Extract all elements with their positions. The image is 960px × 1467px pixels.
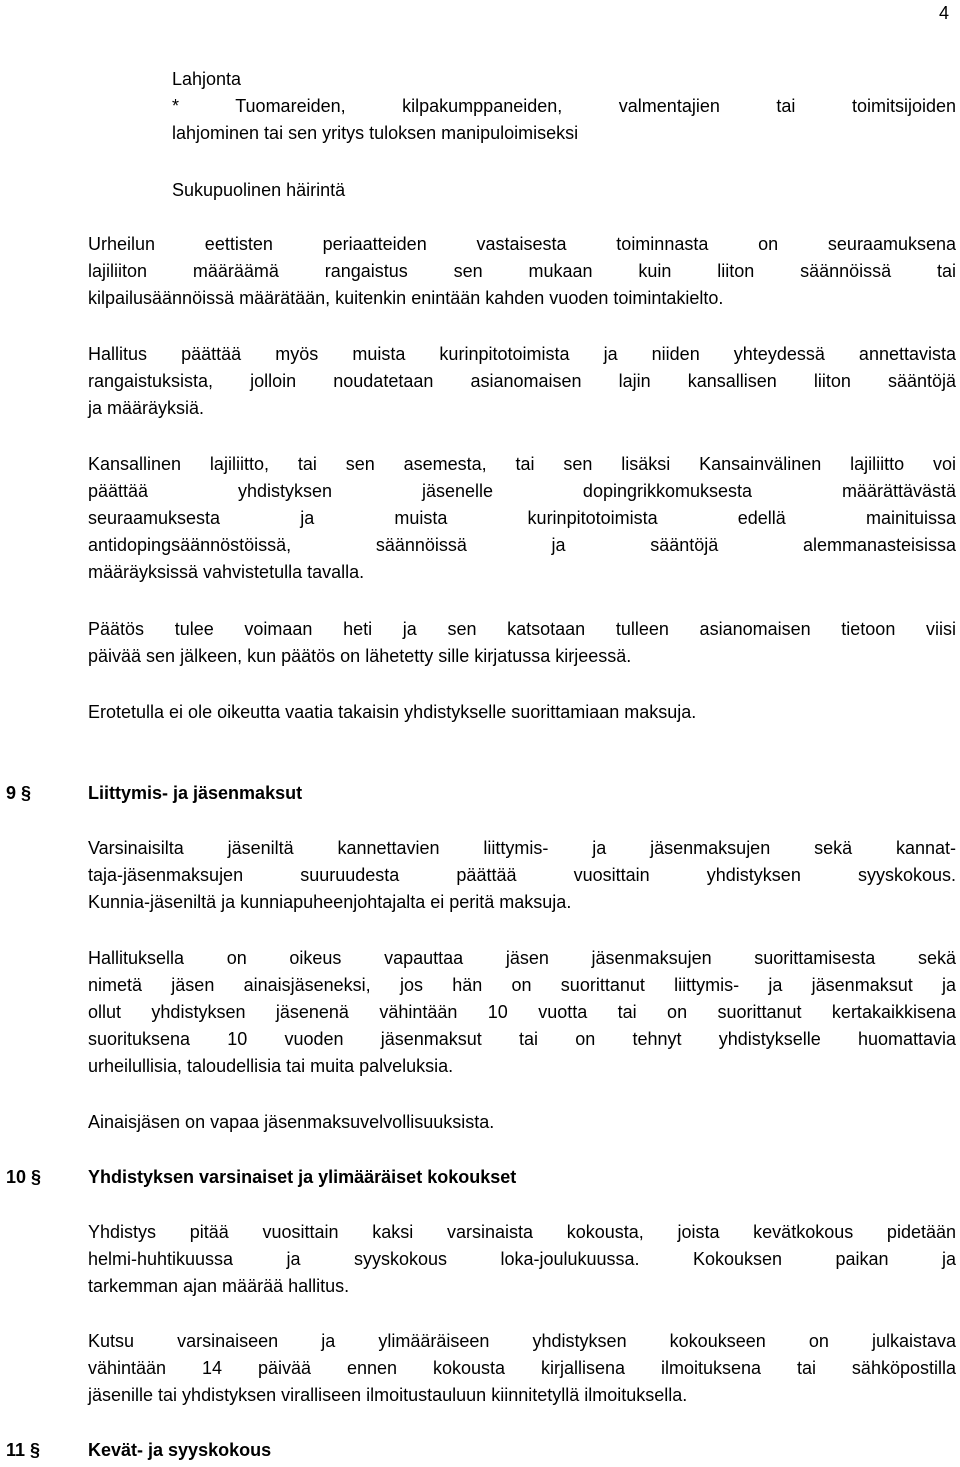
paragraph xyxy=(88,835,956,916)
paragraph-line: Päätös tulee voimaan heti ja sen katsotaan tulleen asianomaisen tietoon viisi xyxy=(88,619,956,639)
paragraph-line: nimetä jäsen ainaisjäseneksi, jos hän on suorittanut liittymis- ja jäsenmaksut ja xyxy=(88,975,956,995)
section-number: 11 § xyxy=(6,1440,41,1460)
paragraph-line: lajiliiton määräämä rangaistus sen mukaan kuin liiton säännöissä tai xyxy=(88,261,956,281)
paragraph-line: tarkemman ajan määrää hallitus. xyxy=(88,1276,350,1296)
section-number: 9 § xyxy=(6,783,32,803)
paragraph-line: Kansallinen lajiliitto, tai sen asemesta, tai sen lisäksi Kansainvälinen lajiliitto voi xyxy=(88,454,956,474)
paragraph xyxy=(88,945,956,1080)
paragraph xyxy=(88,1328,956,1409)
paragraph-line: Kutsu varsinaiseen ja ylimääräiseen yhdistyksen kokoukseen on julkaistava xyxy=(88,1331,956,1351)
paragraph-line: vähintään 14 päivää ennen kokousta kirjallisena ilmoituksena tai sähköpostilla xyxy=(88,1358,956,1378)
paragraph-line: antidopingsäännöstöissä, säännöissä ja sääntöjä alemmanasteisissa xyxy=(88,535,956,555)
paragraph-line: kilpailusäännöissä määrätään, kuitenkin enintään kahden vuoden toimintakielto. xyxy=(88,288,724,308)
paragraph-line: urheilullisia, taloudellisia tai muita palveluksia. xyxy=(88,1056,454,1076)
paragraph xyxy=(88,341,956,422)
paragraph-line: määräyksissä vahvistetulla tavalla. xyxy=(88,562,365,582)
paragraph-line: Erotetulla ei ole oikeutta vaatia takaisin yhdistykselle suorittamiaan maksuja. xyxy=(88,702,697,722)
paragraph-line: Ainaisjäsen on vapaa jäsenmaksuvelvollisuuksista. xyxy=(88,1112,495,1132)
bullet-line: lahjominen tai sen yritys tuloksen manipuloimiseksi xyxy=(172,123,579,143)
section-title: Yhdistyksen varsinaiset ja ylimääräiset kokoukset xyxy=(88,1167,517,1187)
paragraph-line: suorituksena 10 vuoden jäsenmaksut tai on tehnyt yhdistykselle huomattavia xyxy=(88,1029,956,1049)
paragraph-line: jäsenille tai yhdistyksen viralliseen ilmoitustauluun kiinnitetyllä ilmoituksella. xyxy=(88,1385,688,1405)
paragraph-line: ja määräyksiä. xyxy=(88,398,205,418)
paragraph-line: Hallituksella on oikeus vapauttaa jäsen jäsenmaksujen suorittamisesta sekä xyxy=(88,948,956,968)
paragraph-line: päättää yhdistyksen jäsenelle dopingrikkomuksesta määrättävästä xyxy=(88,481,956,501)
paragraph xyxy=(88,616,956,670)
paragraph-line: Varsinaisilta jäseniltä kannettavien liittymis- ja jäsenmaksujen sekä kannat- xyxy=(88,838,956,858)
paragraph-line: seuraamuksesta ja muista kurinpitotoimista edellä mainituissa xyxy=(88,508,956,528)
paragraph xyxy=(88,451,956,586)
paragraph xyxy=(88,1219,956,1300)
bullet-line: * Tuomareiden, kilpakumppaneiden, valmentajien tai toimitsijoiden xyxy=(172,96,956,116)
paragraph-line: Hallitus päättää myös muista kurinpitotoimista ja niiden yhteydessä annettavista xyxy=(88,344,956,364)
paragraph-line: päivää sen jälkeen, kun päätös on lähetetty sille kirjatussa kirjeessä. xyxy=(88,646,632,666)
intro-section xyxy=(172,66,956,147)
paragraph xyxy=(88,231,956,312)
paragraph-line: rangaistuksista, jolloin noudatetaan asianomaisen lajin kansallisen liiton sääntöjä xyxy=(88,371,956,391)
paragraph-line: ollut yhdistyksen jäsenenä vähintään 10 vuotta tai on suorittanut kertakaikkisena xyxy=(88,1002,956,1022)
heading-lahjonta: Lahjonta xyxy=(172,69,242,89)
paragraph-line: Yhdistys pitää vuosittain kaksi varsinaista kokousta, joista kevätkokous pidetään xyxy=(88,1222,956,1242)
paragraph xyxy=(88,1109,956,1136)
paragraph-line: Kunnia-jäseniltä ja kunniapuheenjohtajalta ei peritä maksuja. xyxy=(88,892,572,912)
section-number: 10 § xyxy=(6,1167,42,1187)
paragraph-line: Urheilun eettisten periaatteiden vastaisesta toiminnasta on seuraamuksena xyxy=(88,234,956,254)
section-title: Liittymis- ja jäsenmaksut xyxy=(88,783,303,803)
paragraph xyxy=(88,699,956,726)
paragraph-line: helmi-huhtikuussa ja syyskokous loka-joulukuussa. Kokouksen paikan ja xyxy=(88,1249,956,1269)
page-number: 4 xyxy=(939,3,950,23)
heading-harassment: Sukupuolinen häirintä xyxy=(172,180,346,200)
paragraph-line: taja-jäsenmaksujen suuruudesta päättää vuosittain yhdistyksen syyskokous. xyxy=(88,865,956,885)
section-title: Kevät- ja syyskokous xyxy=(88,1440,272,1460)
